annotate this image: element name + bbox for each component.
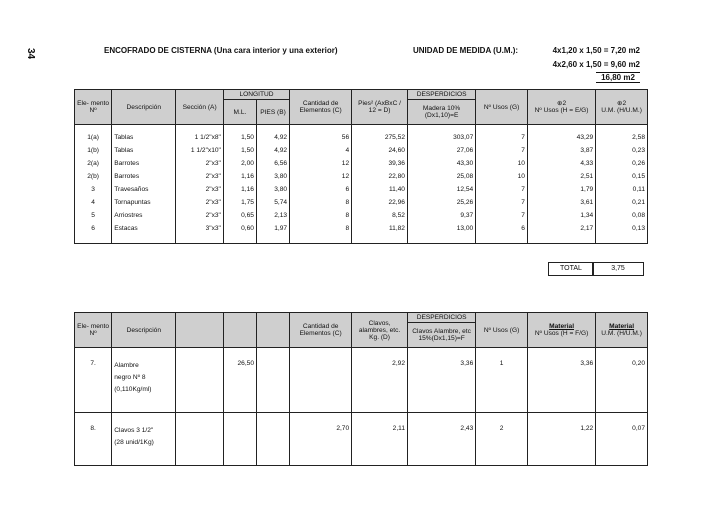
cell-seccion: 2"x3" <box>176 196 224 209</box>
cell-ml: 1,50 <box>223 125 256 145</box>
cell-kg: 2,92 <box>352 348 408 413</box>
sym-icon: ⊕ <box>556 100 563 107</box>
spacer-row <box>75 235 648 244</box>
cell-f: 2,43 <box>408 413 476 466</box>
cell-um: 2,58 <box>596 125 648 145</box>
cell-usos: 6 <box>476 222 528 235</box>
cell-usos: 7 <box>476 125 528 145</box>
cell-pies2: 275,52 <box>352 125 408 145</box>
description-line: negro Nº 8 <box>114 374 146 381</box>
cell-elemento: 4 <box>75 196 112 209</box>
cell-ml: 0,65 <box>223 209 256 222</box>
header2-descripcion: Descripción <box>112 313 176 348</box>
cell-cant <box>290 348 352 413</box>
cell-nusos: 43,29 <box>527 125 595 145</box>
measure-line-2: 4x2,60 x 1,50 = 9,60 m2 <box>552 60 640 69</box>
cell-f: 3,36 <box>408 348 476 413</box>
cell-kg: 2,11 <box>352 413 408 466</box>
unit-label: UNIDAD DE MEDIDA (U.M.): <box>413 46 519 55</box>
cell-h: 3,36 <box>527 348 595 413</box>
cell-h: 1,22 <box>527 413 595 466</box>
cell-madera: 25,26 <box>407 196 475 209</box>
cell-descripcion <box>112 348 176 413</box>
header-madera: Madera 10% (Dx1,10)=E <box>407 100 475 125</box>
lumber-table <box>74 89 648 244</box>
cell-cantidad: 12 <box>290 170 352 183</box>
cell-madera: 12,54 <box>407 183 475 196</box>
header2-empty-a <box>176 313 224 348</box>
header2-clavos-desp: Clavos Alambre, etc 15%(Dx1,15)=F <box>408 323 476 348</box>
cell-nusos: 1,34 <box>527 209 595 222</box>
header2-um: Material U.M. (H/U.M.) <box>596 313 648 348</box>
cell-pies2: 11,82 <box>352 222 408 235</box>
cell-cantidad: 8 <box>290 196 352 209</box>
cell-madera: 43,30 <box>407 157 475 170</box>
cell-nusos: 3,61 <box>527 196 595 209</box>
header2-cantidad: Cantidad de Elementos (C) <box>290 313 352 348</box>
cell-usos: 7 <box>476 209 528 222</box>
cell-descripcion: Barrotes <box>112 157 176 170</box>
header-nusos: ⊕2 Nº Usos (H = E/G) <box>527 90 595 125</box>
cell-ml: 2,00 <box>223 157 256 170</box>
table-row <box>75 170 648 183</box>
table-row <box>75 157 648 170</box>
cell-pies: 2,13 <box>256 209 289 222</box>
cell-um: 0,13 <box>596 222 648 235</box>
cell-seccion: 1 1/2"x10" <box>176 144 224 157</box>
header-pies2: Pies² (AxBxC / 12 = D) <box>352 90 408 125</box>
cell-empty <box>176 413 224 466</box>
sym-icon: ⊕ <box>616 100 623 107</box>
header2-nusos: Material Nº Usos (H = F/G) <box>527 313 595 348</box>
table-row <box>75 125 648 145</box>
cell-pies2: 22,80 <box>352 170 408 183</box>
cell-pies: 4,92 <box>256 125 289 145</box>
cell-um: 0,23 <box>596 144 648 157</box>
cell-elemento: 3 <box>75 183 112 196</box>
cell-seccion: 2"x3" <box>176 170 224 183</box>
cell-descripcion: Travesaños <box>112 183 176 196</box>
cell-um: 0,08 <box>596 209 648 222</box>
cell-elemento: 5 <box>75 209 112 222</box>
cell-descripcion: Tablas <box>112 125 176 145</box>
cell-usos: 10 <box>476 157 528 170</box>
cell-elemento: 2(a) <box>75 157 112 170</box>
cell-nusos: 3,87 <box>527 144 595 157</box>
cell-cant: 2,70 <box>290 413 352 466</box>
cell-madera: 27,06 <box>407 144 475 157</box>
table-row <box>75 196 648 209</box>
cell-pies2: 24,60 <box>352 144 408 157</box>
header-usos: Nº Usos (G) <box>476 90 528 125</box>
header-cantidad: Cantidad de Elementos (C) <box>290 90 352 125</box>
cell-descripcion: Barrotes <box>112 170 176 183</box>
cell-ml <box>223 413 256 466</box>
cell-ml: 1,16 <box>223 170 256 183</box>
cell-um: 0,07 <box>596 413 648 466</box>
header-desperdicios: DESPERDICIOS <box>407 90 475 100</box>
cell-ml: 26,50 <box>223 348 256 413</box>
table-row <box>75 209 648 222</box>
cell-seccion: 3"x3" <box>176 222 224 235</box>
cell-empty <box>257 413 290 466</box>
header-ml: M.L. <box>223 100 256 125</box>
header2-desperdicios: DESPERDICIOS <box>408 313 476 323</box>
cell-elemento: 2(b) <box>75 170 112 183</box>
cell-descripcion: Tornapuntas <box>112 196 176 209</box>
cell-nusos: 1,79 <box>527 183 595 196</box>
cell-usos: 7 <box>476 144 528 157</box>
description-line: (28 unid/1Kg) <box>114 439 154 446</box>
cell-descripcion: Estacas <box>112 222 176 235</box>
cell-madera: 13,00 <box>407 222 475 235</box>
cell-cantidad: 8 <box>290 222 352 235</box>
total-label: TOTAL <box>548 262 594 276</box>
header-seccion: Sección (A) <box>176 90 224 125</box>
cell-ml: 1,50 <box>223 144 256 157</box>
cell-ml: 0,60 <box>223 222 256 235</box>
cell-nusos: 4,33 <box>527 157 595 170</box>
cell-madera: 303,07 <box>407 125 475 145</box>
cell-empty <box>176 348 224 413</box>
header2-clavos: Clavos, alambres, etc. Kg. (D) <box>352 313 408 348</box>
header2-empty-c <box>257 313 290 348</box>
description-line: Alambre <box>114 362 139 369</box>
cell-pies2: 39,36 <box>352 157 408 170</box>
cell-um: 0,15 <box>596 170 648 183</box>
cell-cantidad: 6 <box>290 183 352 196</box>
cell-usos: 7 <box>476 183 528 196</box>
header2-usos: Nº Usos (G) <box>476 313 528 348</box>
cell-pies: 3,80 <box>256 183 289 196</box>
cell-elemento: 6 <box>75 222 112 235</box>
cell-um: 0,11 <box>596 183 648 196</box>
cell-um: 0,20 <box>596 348 648 413</box>
cell-madera: 9,37 <box>407 209 475 222</box>
cell-usos: 7 <box>476 196 528 209</box>
cell-empty <box>257 348 290 413</box>
document-title: ENCOFRADO DE CISTERNA (Una cara interior y una exterior) <box>104 46 338 55</box>
header-elemento: Ele- mento Nº <box>75 90 112 125</box>
cell-pies: 4,92 <box>256 144 289 157</box>
cell-g: 1 <box>476 348 528 413</box>
cell-madera: 25,08 <box>407 170 475 183</box>
cell-pies: 3,80 <box>256 170 289 183</box>
table-row <box>75 183 648 196</box>
cell-seccion: 2"x3" <box>176 157 224 170</box>
cell-cantidad: 56 <box>290 125 352 145</box>
cell-pies2: 8,52 <box>352 209 408 222</box>
cell-g: 2 <box>476 413 528 466</box>
measure-line-1: 4x1,20 x 1,50 = 7,20 m2 <box>552 46 640 55</box>
table-row <box>75 144 648 157</box>
cell-elemento: 1(a) <box>75 125 112 145</box>
cell-descripcion: Tablas <box>112 144 176 157</box>
header-longitud: LONGITUD <box>223 90 289 100</box>
cell-elemento: 1(b) <box>75 144 112 157</box>
page-number: 34 <box>25 48 36 60</box>
cell-seccion: 2"x3" <box>176 183 224 196</box>
cell-um: 0,26 <box>596 157 648 170</box>
cell-pies2: 11,40 <box>352 183 408 196</box>
header2-empty-b <box>223 313 256 348</box>
total-value: 3,75 <box>592 262 644 276</box>
measure-total: 16,80 m2 <box>596 72 640 83</box>
header-um: ⊕2 U.M. (H/U.M.) <box>596 90 648 125</box>
cell-pies: 5,74 <box>256 196 289 209</box>
cell-cantidad: 4 <box>290 144 352 157</box>
header-descripcion: Descripción <box>112 90 176 125</box>
cell-seccion: 2"x3" <box>176 209 224 222</box>
cell-n: 7. <box>75 348 112 413</box>
cell-usos: 10 <box>476 170 528 183</box>
description-line: (0,110Kg/ml) <box>114 386 152 393</box>
description-line: Clavos 3 1/2" <box>114 427 154 434</box>
cell-n: 8. <box>75 413 112 466</box>
nails-wire-table <box>74 312 648 466</box>
cell-ml: 1,75 <box>223 196 256 209</box>
cell-descripcion: Arriostres <box>112 209 176 222</box>
table-row <box>75 413 648 466</box>
cell-seccion: 1 1/2"x8" <box>176 125 224 145</box>
cell-um: 0,21 <box>596 196 648 209</box>
cell-descripcion <box>112 413 176 466</box>
table-row <box>75 348 648 413</box>
cell-pies: 1,97 <box>256 222 289 235</box>
table-row <box>75 222 648 235</box>
cell-pies2: 22,96 <box>352 196 408 209</box>
cell-nusos: 2,17 <box>527 222 595 235</box>
header2-elemento: Ele- mento Nº <box>75 313 112 348</box>
cell-cantidad: 12 <box>290 157 352 170</box>
cell-nusos: 2,51 <box>527 170 595 183</box>
header-pies: PIES (B) <box>256 100 289 125</box>
cell-ml: 1,16 <box>223 183 256 196</box>
cell-pies: 6,56 <box>256 157 289 170</box>
cell-cantidad: 8 <box>290 209 352 222</box>
